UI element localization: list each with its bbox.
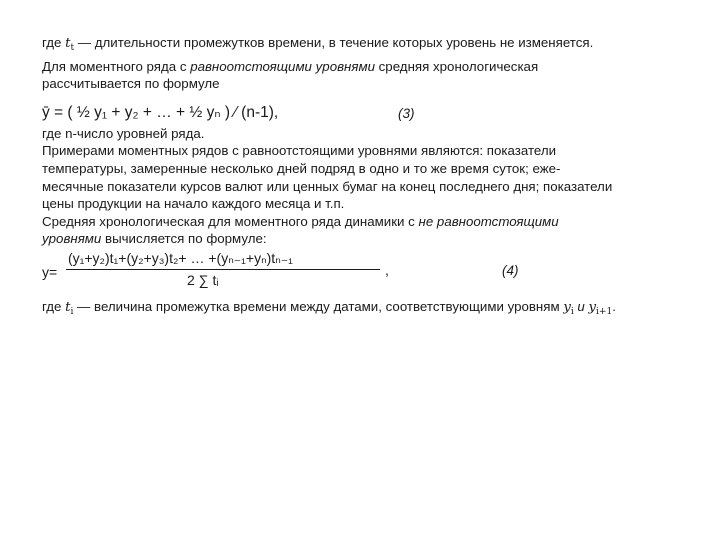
- text-line-7: месячные показатели курсов валют или ценных бумаг на конец последнего дня; показатели: [42, 178, 613, 194]
- formula-3-number: (3): [398, 105, 415, 121]
- formula-4-lhs: y=: [42, 263, 58, 280]
- text-fragment: средняя хронологическая: [374, 58, 539, 74]
- variable-ti: $t_i$: [65, 299, 74, 317]
- variable-t: $t_t$: [65, 36, 75, 53]
- fraction-bar: [66, 269, 380, 270]
- text-line-5: Примерами моментных рядов с равноотстоящими уровнями являются: показатели: [42, 143, 557, 159]
- text-fragment: где: [42, 35, 66, 50]
- variable-yi: $y_i$: [563, 299, 574, 317]
- text-line-6: температуры, замеренные несколько дней подряд в одно и то же время суток; еже-: [42, 160, 561, 176]
- formula-4-number: (4): [502, 262, 519, 278]
- text-line-9: [42, 213, 682, 231]
- text-line-10: [42, 230, 682, 248]
- formula-3: [42, 103, 682, 125]
- emphasis-text: не равноотстоящими: [418, 213, 559, 229]
- formula-4: [42, 250, 682, 298]
- formula-4-numerator: (y₁+y₂)t₁+(y₂+y₃)t₂+ … +(yₙ₋₁+yₙ)tₙ₋₁: [68, 249, 293, 266]
- text-line-2: [42, 58, 682, 76]
- text-line-3: рассчитывается по формуле: [42, 76, 220, 92]
- text-fragment: где: [42, 298, 66, 314]
- text-line-4: где n-число уровней ряда.: [42, 125, 205, 141]
- formula-3-expression: ȳ = ( ½ y₁ + y₂ + … + ½ yₙ ) ⁄ (n-1),: [42, 103, 279, 121]
- text-fragment: и: [573, 298, 589, 314]
- text-fragment: .: [612, 298, 616, 314]
- text-fragment: — длительности промежутков времени, в течение которых уровень не изменяется.: [74, 35, 594, 50]
- text-fragment: Средняя хронологическая для моментного ряда динамики с: [42, 213, 419, 229]
- text-fragment: Для моментного ряда с: [42, 58, 191, 74]
- formula-4-denominator: 2 ∑ tᵢ: [187, 271, 219, 288]
- text-line-11: [42, 298, 682, 322]
- text-line-1: [42, 34, 682, 58]
- text-fragment: — величина промежутка времени между датами, соответствующими уровням: [73, 298, 564, 314]
- text-line-8: цены продукции на начало каждого месяца и т.п.: [42, 196, 345, 212]
- variable-yi1: $y_{i+1}$: [588, 299, 613, 317]
- text-fragment: вычисляется по формуле:: [101, 231, 267, 247]
- emphasis-text: равноотстоящими уровнями: [190, 58, 375, 74]
- formula-4-comma: ,: [385, 261, 389, 278]
- emphasis-text: уровнями: [42, 231, 102, 247]
- document-text: [42, 34, 682, 322]
